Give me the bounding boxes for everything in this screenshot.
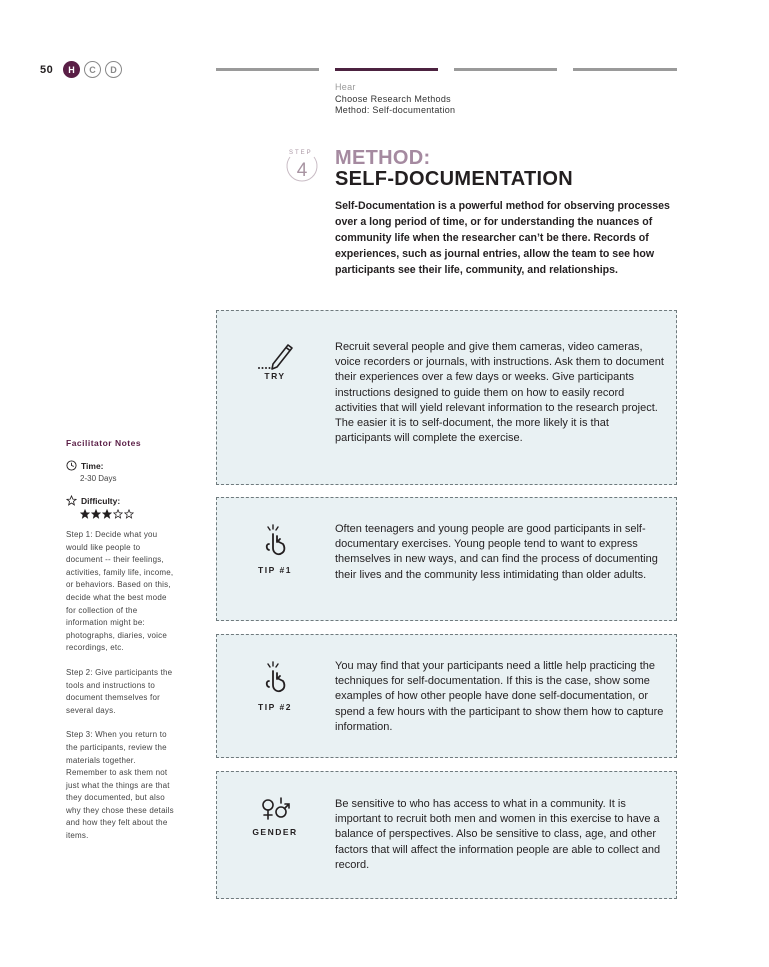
facilitator-step: Step 2: Give participants the tools and instructions to document themselves for several days.	[66, 667, 173, 715]
facilitator-title: Facilitator Notes	[66, 438, 142, 448]
hcd-d-badge: D	[105, 61, 122, 78]
star-filled-icon	[91, 509, 101, 519]
facilitator-steps	[66, 529, 174, 843]
tip-1-text: Often teenagers and young people are good participants in self-documentary exercises. Young people tend to want to express themselves in new ways, and can find the process of documenting their lives and the community less intimidating than older adults.	[335, 523, 658, 581]
breadcrumb-item: Method: Self-documentation	[335, 105, 456, 115]
gender-card	[216, 771, 677, 899]
tip-2-card	[216, 634, 677, 758]
progress-segment-1	[216, 68, 319, 71]
page-title: SELF-DOCUMENTATION	[335, 168, 573, 190]
hcd-c-badge: C	[84, 61, 101, 78]
step-number: 4	[296, 160, 308, 181]
gender-icon	[255, 794, 295, 830]
gender-text: Be sensitive to who has access to what in a community. It is important to recruit both men and women in this exercise to have a balance of perspectives. Also be sensitive to class, age, and other factors that will affect the information people are able to collect and record.	[335, 798, 661, 871]
try-label: TRY	[264, 371, 286, 381]
difficulty-label: Difficulty:	[81, 495, 121, 506]
hand-tip-icon	[255, 659, 295, 695]
gender-label: GENDER	[252, 827, 298, 837]
star-filled-icon	[80, 509, 90, 519]
facilitator-step: Step 1: Decide what you would like people to document -- their feelings, activities, family life, income, or behaviors. Based on this, decide what the best mode for collection of the information might be: photographs, diaries, voice recordings, etc.	[66, 530, 174, 653]
star-outline-icon	[66, 495, 77, 506]
star-empty-icon	[113, 509, 123, 519]
clock-icon	[66, 460, 77, 471]
tip-2-label: TIP #2	[258, 702, 292, 712]
facilitator-notes	[66, 438, 174, 855]
facilitator-step: Step 3: When you return to the participants, review the materials together. Remember to ask them not just what the things are that they documented, but also why they chose these details and how they felt about the items.	[66, 730, 174, 841]
time-label: Time:	[81, 460, 104, 471]
difficulty-row	[66, 495, 174, 506]
breadcrumb	[335, 82, 455, 117]
page-number: 50	[40, 64, 54, 76]
time-row	[66, 460, 174, 471]
method-intro: Self-Documentation is a powerful method for observing processes over a long period of time, or for understanding the nuances of community life when the researcher can’t be there. Records of experiences, such as journal entries, allow the team to see how participants see their life, community, and relationships.	[335, 200, 670, 276]
time-value: 2-30 Days	[80, 474, 117, 483]
star-empty-icon	[124, 509, 134, 519]
tip-2-text: You may find that your participants need a little help practicing the techniques for self-documentation. If this is the case, show some examples of how other people have done self-documentation, or spend a few hours with the participant to show them how to capture information.	[335, 660, 664, 733]
tip-1-label: TIP #1	[258, 565, 292, 575]
try-card	[216, 310, 677, 485]
method-label: METHOD:	[335, 147, 431, 169]
breadcrumb-item: Hear	[335, 82, 356, 92]
star-filled-icon	[102, 509, 112, 519]
difficulty-stars	[80, 509, 174, 519]
tip-1-card	[216, 497, 677, 621]
hcd-h-badge: H	[63, 61, 80, 78]
breadcrumb-item: Choose Research Methods	[335, 93, 451, 104]
hand-tip-icon	[255, 522, 295, 558]
step-word: STEP	[289, 150, 313, 156]
try-text: Recruit several people and give them cameras, video cameras, voice recorders or journals, with instructions. Ask them to document their experiences over a few days or weeks. Give participants instructions designed to guide them on how to easily record activities that will yield relevant information to the research project. The easier it is to self-document, the more likely it is that participants will complete the exercise.	[335, 341, 664, 445]
hcd-indicator	[63, 61, 122, 78]
pencil-icon	[255, 337, 295, 373]
progress-segment-3	[454, 68, 557, 71]
progress-segment-4	[573, 68, 677, 71]
progress-segment-2	[335, 68, 438, 71]
